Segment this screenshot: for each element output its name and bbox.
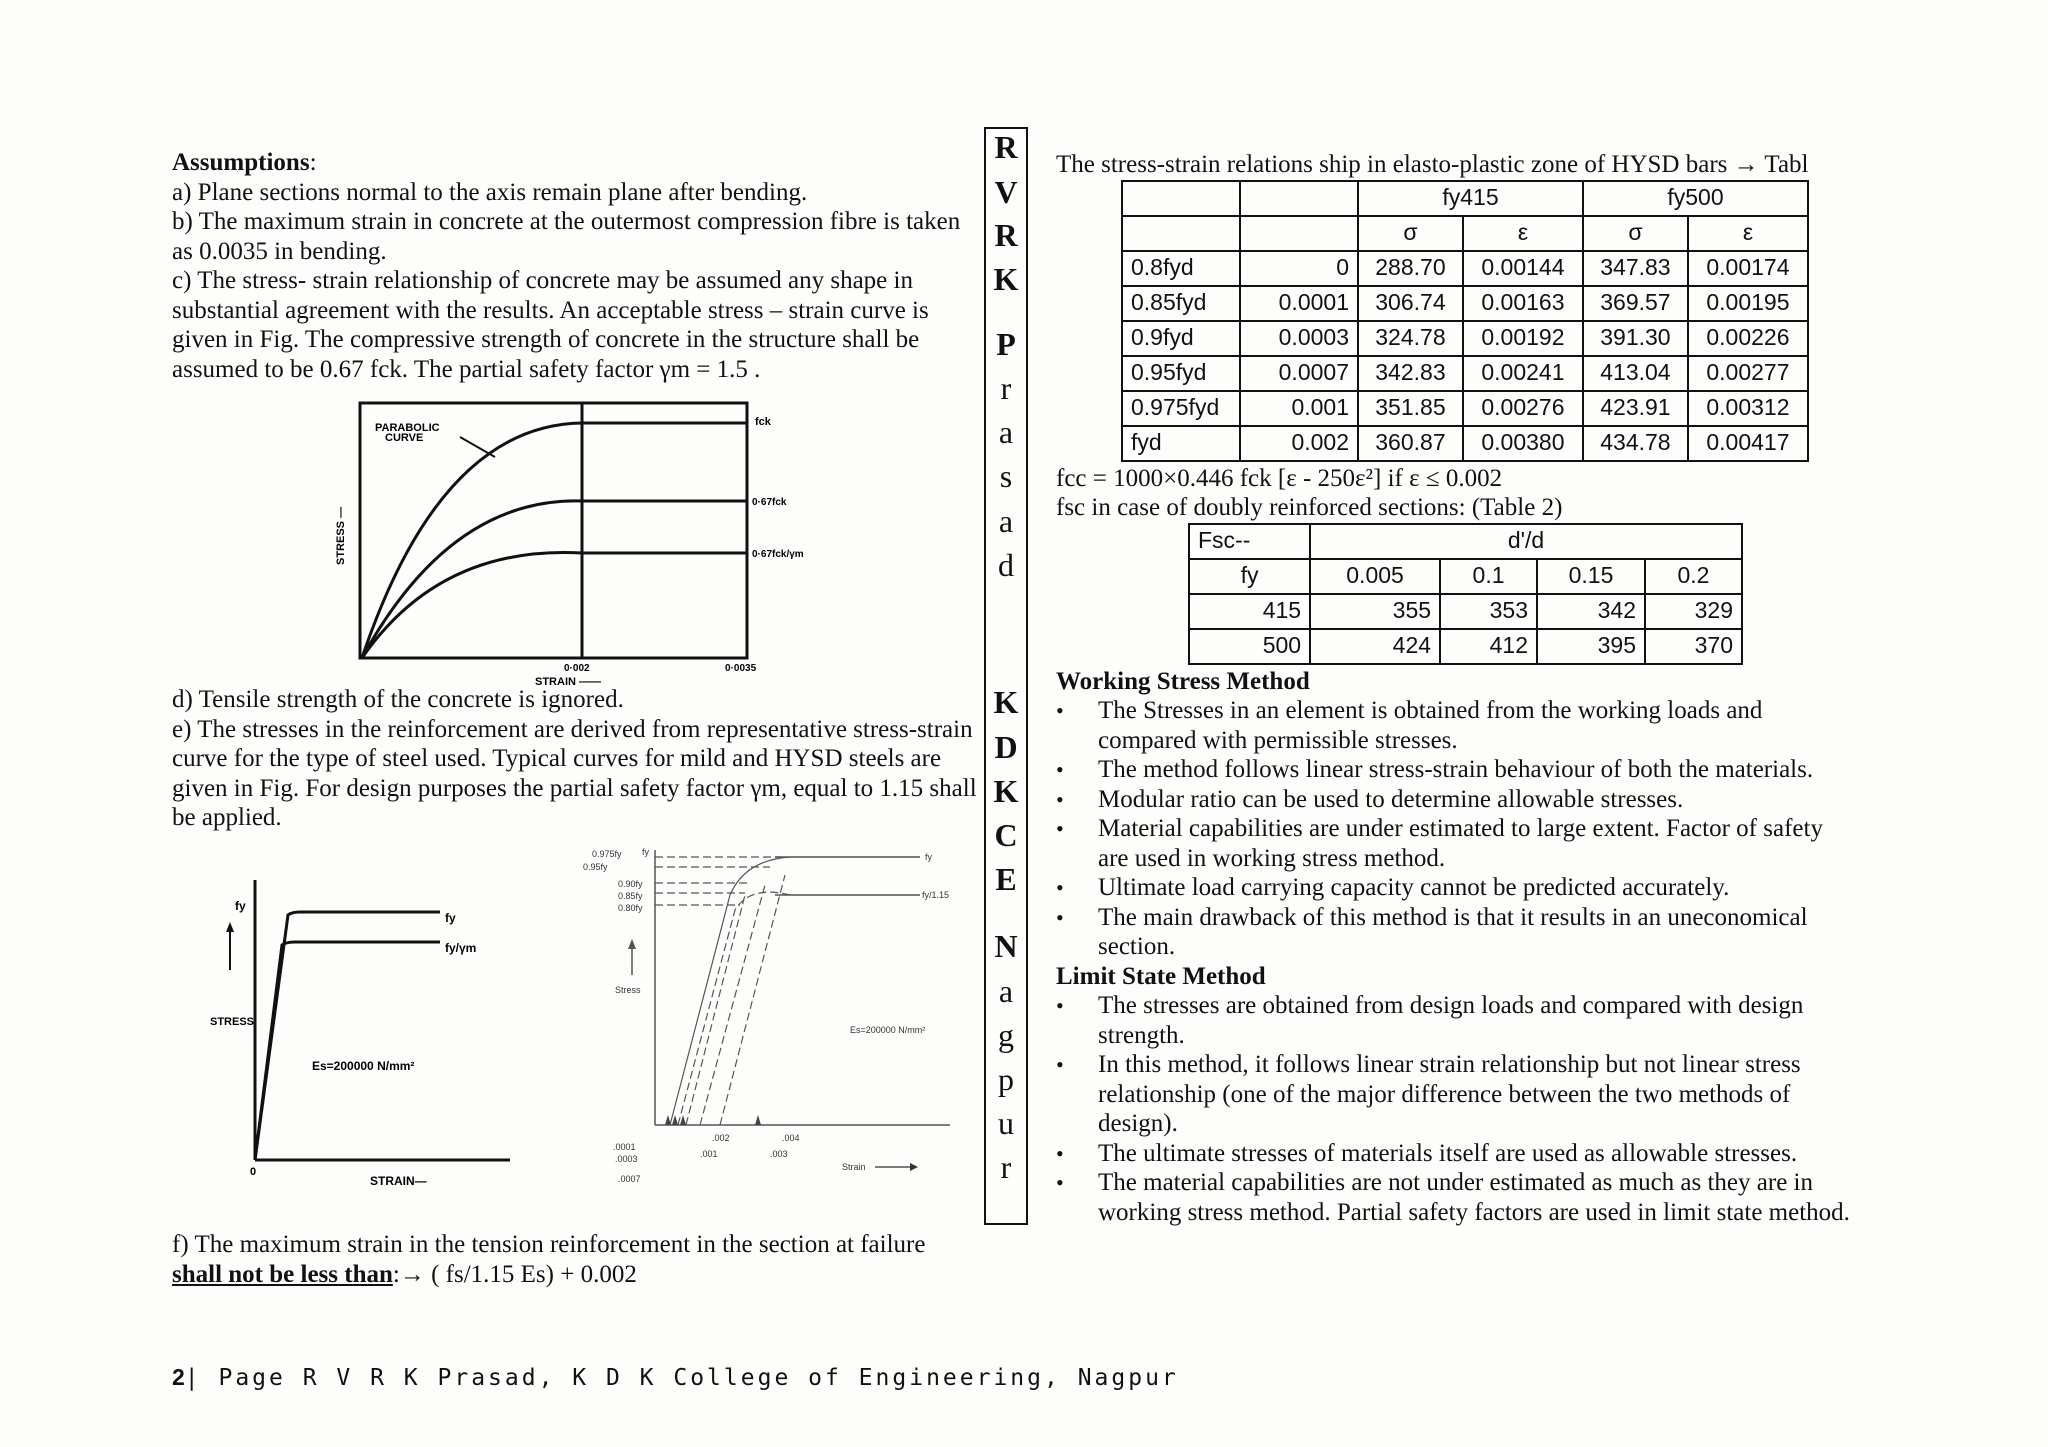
lsm-heading: Limit State Method	[1056, 962, 1266, 990]
table2-cell: 412	[1440, 629, 1537, 664]
assumption-b: b) The maximum strain in concrete at the outermost compression fibre is taken as 0.0035 in bending.	[172, 208, 961, 265]
table1-cell: 0.00417	[1688, 426, 1808, 461]
hysd-stress: Stress	[615, 985, 641, 995]
vertical-letter: N	[994, 928, 1018, 964]
table1-cell: 0.975fyd	[1122, 391, 1240, 426]
author-vertical-box	[984, 127, 1028, 1225]
table1-cell: 351.85	[1358, 391, 1463, 426]
vertical-letter: r	[1000, 370, 1012, 406]
067fck-gm-label: 0·67fck/γm	[752, 549, 804, 560]
table1-cell: 369.57	[1583, 286, 1688, 321]
assumption-a: a) Plane sections normal to the axis remain plane after bending.	[172, 178, 808, 206]
vertical-letter: R	[994, 129, 1018, 165]
table2-cell: 500	[1189, 629, 1310, 664]
assumptions-heading: Assumptions:	[172, 149, 317, 176]
assumption-d: d) Tensile strength of the concrete is ignored.	[172, 686, 624, 713]
hysd-0007: .0007	[618, 1174, 641, 1184]
table1-cell: 391.30	[1583, 321, 1688, 356]
hysd-004: .004	[782, 1133, 800, 1143]
table1-row	[1122, 321, 1808, 356]
table2-cell: 353	[1440, 594, 1537, 629]
bullet-item: • Modular ratio can be used to determine allowable stresses.	[1098, 785, 1856, 815]
table1-cell: 423.91	[1583, 391, 1688, 426]
bullet-item: • The ultimate stresses of materials itself are used as allowable stresses.	[1098, 1139, 1856, 1169]
table1-cell: 347.83	[1583, 251, 1688, 286]
modulus-label: Es=200000 N/mm²	[312, 1059, 415, 1073]
hysd-fy115: fy/1.15	[922, 890, 950, 900]
table2-header: 0.005	[1310, 559, 1440, 594]
table1-cell: 0.0003	[1240, 321, 1358, 356]
vertical-letter: p	[998, 1061, 1014, 1097]
wsm-list	[1056, 696, 1856, 962]
table1-cell: 0.00163	[1463, 286, 1583, 321]
fsc-table	[1188, 523, 1743, 665]
origin-label: 0	[250, 1166, 257, 1178]
table2-group: d'/d	[1310, 524, 1742, 559]
mild-steel-figure	[200, 870, 530, 1190]
table2-cell: 415	[1189, 594, 1310, 629]
table2-cell: 370	[1645, 629, 1742, 664]
table1-cell: 0.00277	[1688, 356, 1808, 391]
table1-row	[1122, 391, 1808, 426]
table2-cell: 342	[1537, 594, 1645, 629]
table1-cell: 0.00195	[1688, 286, 1808, 321]
table1-cell: 434.78	[1583, 426, 1688, 461]
067fck-label: 0·67fck	[752, 497, 787, 508]
hysd-strain: Strain	[842, 1162, 866, 1172]
table2-header: 0.1	[1440, 559, 1537, 594]
table1-cell: 0.00192	[1463, 321, 1583, 356]
strain-label: STRAIN—	[370, 1174, 427, 1188]
hysd-0001: .0001	[613, 1142, 636, 1152]
hysd-085fy: 0.85fy	[618, 891, 643, 901]
fck-label: fck	[755, 416, 771, 428]
vertical-letter: R	[994, 217, 1018, 253]
concrete-stress-strain-figure	[330, 395, 804, 695]
table1-cell: 0.00144	[1463, 251, 1583, 286]
vertical-letter: g	[998, 1017, 1014, 1053]
fy-line-label: fy	[445, 911, 456, 925]
bullet-item: • The Stresses in an element is obtained from the working loads and compared with permissible stresses.	[1098, 696, 1856, 755]
bullet-item: • The material capabilities are not under estimated as much as they are in working stress method. Partial safety factors are used in limit state method.	[1098, 1168, 1856, 1227]
left-column	[172, 148, 972, 384]
vertical-letter: K	[993, 684, 1019, 720]
table1-cell: 0.00241	[1463, 356, 1583, 391]
bullet-item: • Ultimate load carrying capacity cannot be predicted accurately.	[1098, 873, 1856, 903]
table1-cell: 0.0001	[1240, 286, 1358, 321]
table1-sub-header: σ	[1583, 216, 1688, 251]
bullet-item: • The main drawback of this method is that it results in an uneconomical section.	[1098, 903, 1856, 962]
vertical-letter: a	[998, 503, 1014, 539]
hysd-003: .003	[770, 1149, 788, 1159]
table1-cell: 0.00226	[1688, 321, 1808, 356]
table1-cell: 413.04	[1583, 356, 1688, 391]
table2-header: 0.2	[1645, 559, 1742, 594]
vertical-letter: u	[998, 1105, 1014, 1141]
hysd-stress-strain-table	[1121, 180, 1809, 462]
vertical-letter: E	[995, 861, 1017, 897]
table1-cell: 0.00276	[1463, 391, 1583, 426]
vertical-letter: d	[998, 547, 1014, 583]
table1-cell: 0.00380	[1463, 426, 1583, 461]
table1-cell: 0.95fyd	[1122, 356, 1240, 391]
table2-cell: 355	[1310, 594, 1440, 629]
table1-cell: 0.00312	[1688, 391, 1808, 426]
assumption-c: c) The stress- strain relationship of concrete may be assumed any shape in substantial agreement with the results. An acceptable stress – strain curve is given in Fig. The compressive strength of concrete in the structure shall be assumed to be 0.67 fck. The partial safety factor γm = 1.5 .	[172, 267, 929, 383]
table1-row	[1122, 251, 1808, 286]
table1-cell: 0.00174	[1688, 251, 1808, 286]
table1-sub-header: ε	[1463, 216, 1583, 251]
table2-header: 0.15	[1537, 559, 1645, 594]
table1-sub-header: ε	[1688, 216, 1808, 251]
table2-header: fy	[1189, 559, 1310, 594]
hysd-0003: .0003	[615, 1154, 638, 1164]
right-column	[1056, 150, 1856, 1227]
table1-cell: 0.9fyd	[1122, 321, 1240, 356]
table1-group-fy415: fy415	[1358, 181, 1583, 216]
assumption-e: e) The stresses in the reinforcement are derived from representative stress-strain curve for the type of steel used. Typical curves for mild and HYSD steels are given in Fig. For design purposes the partial safety factor γm, equal to 1.15 shall be applied.	[172, 715, 977, 831]
hysd-095fy: 0.95fy	[583, 862, 608, 872]
parabolic-label-1: PARABOLIC	[375, 422, 440, 434]
table1-cell: 0.0007	[1240, 356, 1358, 391]
page-footer	[172, 1364, 1179, 1391]
hysd-090fy: 0.90fy	[618, 879, 643, 889]
table1-cell: 0	[1240, 251, 1358, 286]
hysd-modulus: Es=200000 N/mm²	[850, 1025, 926, 1035]
table1-cell: 0.85fyd	[1122, 286, 1240, 321]
table1-cell: fyd	[1122, 426, 1240, 461]
table1-cell: 360.87	[1358, 426, 1463, 461]
table1-row	[1122, 356, 1808, 391]
vertical-letter: K	[993, 773, 1019, 809]
table1-cell: 324.78	[1358, 321, 1463, 356]
table2-row	[1189, 629, 1742, 664]
fy-axis-label: fy	[235, 899, 246, 913]
hysd-002: .002	[712, 1133, 730, 1143]
stress-axis-label: STRESS —	[335, 506, 347, 565]
vertical-letter: V	[994, 174, 1018, 210]
wsm-heading: Working Stress Method	[1056, 667, 1310, 695]
bullet-item: • Material capabilities are under estimated to large extent. Factor of safety are used in working stress method.	[1098, 814, 1856, 873]
page-number: 2	[172, 1364, 185, 1390]
table1-cell: 0.001	[1240, 391, 1358, 426]
vertical-letter: D	[994, 729, 1018, 765]
hysd-001: .001	[700, 1149, 718, 1159]
bullet-item: • The method follows linear stress-strain behaviour of both the materials.	[1098, 755, 1856, 785]
bullet-item: • In this method, it follows linear strain relationship but not linear stress relationship (one of the major difference between the two methods of design).	[1098, 1050, 1856, 1139]
hysd-0975fy: 0.975fy	[592, 849, 622, 859]
fsc-caption: fsc in case of doubly reinforced sections: (Table 2)	[1056, 494, 1563, 521]
fy-gm-line-label: fy/γm	[445, 941, 477, 955]
hysd-fy-left: fy	[642, 847, 650, 857]
hysd-fy-right: fy	[925, 852, 933, 862]
assumption-f-formula: shall not be less than:→ ( fs/1.15 Es) + 0.002	[172, 1260, 637, 1288]
assumption-f: f) The maximum strain in the tension reinforcement in the section at failure	[172, 1231, 926, 1258]
vertical-letter: K	[993, 261, 1019, 297]
fcc-formula: fcc = 1000×0.446 fck [ε - 250ε²] if ε ≤ 0.002	[1056, 464, 1503, 492]
bullet-item: • The stresses are obtained from design loads and compared with design strength.	[1098, 991, 1856, 1050]
table1-cell: 342.83	[1358, 356, 1463, 391]
hysd-080fy: 0.80fy	[618, 903, 643, 913]
stress-label: STRESS	[210, 1016, 255, 1028]
table1-cell: 306.74	[1358, 286, 1463, 321]
vertical-letter: s	[999, 458, 1013, 494]
left-column-3	[172, 1230, 972, 1289]
vertical-letter: C	[994, 817, 1018, 853]
table2-cell: 329	[1645, 594, 1742, 629]
table1-cell: 288.70	[1358, 251, 1463, 286]
table1-caption: The stress-strain relations ship in elasto-plastic zone of HYSD bars → Tabl	[1056, 151, 1809, 178]
vertical-letter: a	[998, 414, 1014, 450]
vertical-letter: a	[998, 973, 1014, 1009]
left-column-2	[172, 685, 977, 833]
table1-group-fy500: fy500	[1583, 181, 1808, 216]
vertical-letter: r	[1000, 1149, 1012, 1185]
lsm-list	[1056, 991, 1856, 1227]
table2-row	[1189, 594, 1742, 629]
table1-cell: 0.002	[1240, 426, 1358, 461]
table1-row	[1122, 426, 1808, 461]
strain-tick-00035: 0·0035	[725, 663, 757, 674]
vertical-letter: P	[996, 326, 1016, 362]
parabolic-label-2: CURVE	[385, 432, 424, 444]
table1-row	[1122, 286, 1808, 321]
table2-cell: 395	[1537, 629, 1645, 664]
strain-tick-0002: 0·002	[564, 663, 590, 674]
strain-axis-label: STRAIN ——	[535, 676, 601, 688]
footer-text: | Page R V R K Prasad, K D K College of Engineering, Nagpur	[184, 1365, 1179, 1391]
table2-cell: 424	[1310, 629, 1440, 664]
table2-corner: Fsc--	[1189, 524, 1310, 559]
hysd-steel-figure	[580, 835, 970, 1195]
table1-sub-header: σ	[1358, 216, 1463, 251]
table1-cell: 0.8fyd	[1122, 251, 1240, 286]
